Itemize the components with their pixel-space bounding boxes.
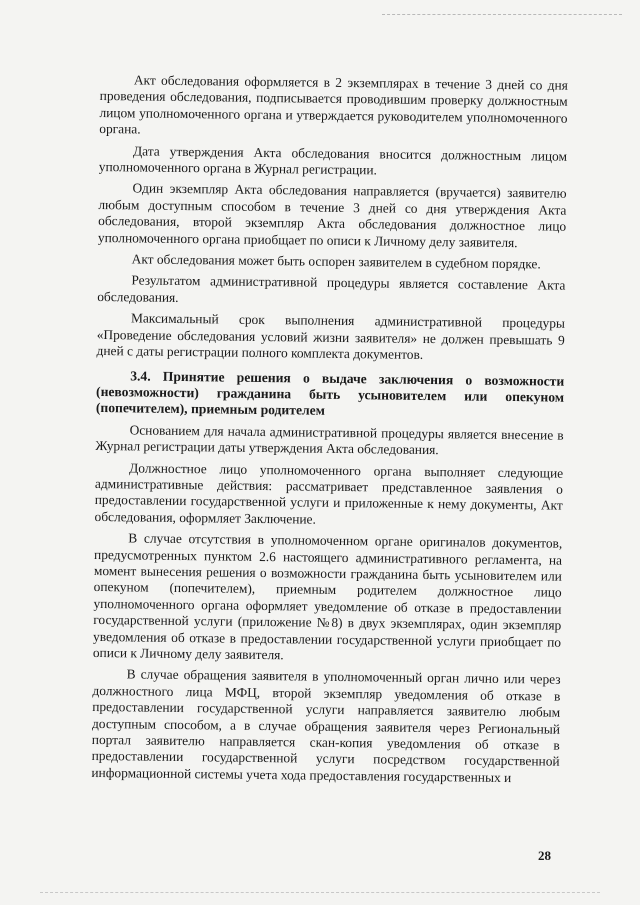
paragraph-1: Акт обследования оформляется в 2 экземплярах в течение 3 дней со дня проведения обследования, подписывается проводившим проверку должностным лицом уполномоченного органа и утверждается руководителем уполномоченного органа. [99,72,568,137]
paragraph-10: В случае обращения заявителя в уполномоченный орган лично или через должностного лица МФЦ, второй экземпляр уведомления об отказе в предоставлении государственной услуги направляется заявителю любым доступным способом, а в случае обращения заявителя через Региональный портал заявителю направляется скан-копия уведомления об отказе в предоставлении государственной услуги посредством государственной информационной системы учета хода предоставления государственных и [91,666,561,785]
paragraph-5: Результатом административной процедуры является составление Акта обследования. [97,272,566,305]
paragraph-7: Основанием для начала административной процедуры является внесение в Журнал регистрации даты утверждения Акта обследования. [95,422,564,458]
scan-artifact-bottom [40,892,600,893]
scan-artifact-top [382,14,622,15]
paragraph-2: Дата утверждения Акта обследования вносится должностным лицом уполномоченного органа в Журнал регистрации. [98,143,568,178]
section-heading: 3.4. Принятие решения о выдаче заключения о возможности (невозможности) гражданина быть усыновителем или опекуном (попечителем), приемным родителем [95,367,565,419]
paragraph-8: Должностное лицо уполномоченного органа выполняет следующие административные действия: рассматривает представленное заявления о предоставлении государственной услуги и приложенные к нему документы, Акт обследования, оформляет Заключение. [94,459,564,527]
page-number: 28 [538,848,551,863]
document-page [91,72,568,792]
paragraph-9: В случае отсутствия в уполномоченном органе оригиналов документов, предусмотренных пунктом 2.6 настоящего административного регламента, на момент вынесения решения о возможности гражданина быть усыновителем или опекуном (попечителем), приемным родителем должностное лицо уполномоченного органа оформляет уведомление об отказе в предоставлении государственной услуги (приложение №8) в двух экземплярах, один экземпляр уведомления об отказе в предоставлении государственной услуги приобщает по описи к Личному делу заявителя. [92,530,563,663]
paragraph-6: Максимальный срок выполнения административной процедуры «Проведение обследования условий жизни заявителя» не должен превышать 9 дней с даты регистрации полного комплекта документов. [96,310,566,363]
paragraph-4: Акт обследования может быть оспорен заявителем в судебном порядке. [131,251,541,272]
paragraph-3: Один экземпляр Акта обследования направляется (вручается) заявителю любым доступным способом в течение 3 дней со дня утверждения Акта обследования, второй экземпляр Акта обследования должностное лицо уполномоченного органа приобщает по описи к Личному делу заявителя. [97,180,567,250]
